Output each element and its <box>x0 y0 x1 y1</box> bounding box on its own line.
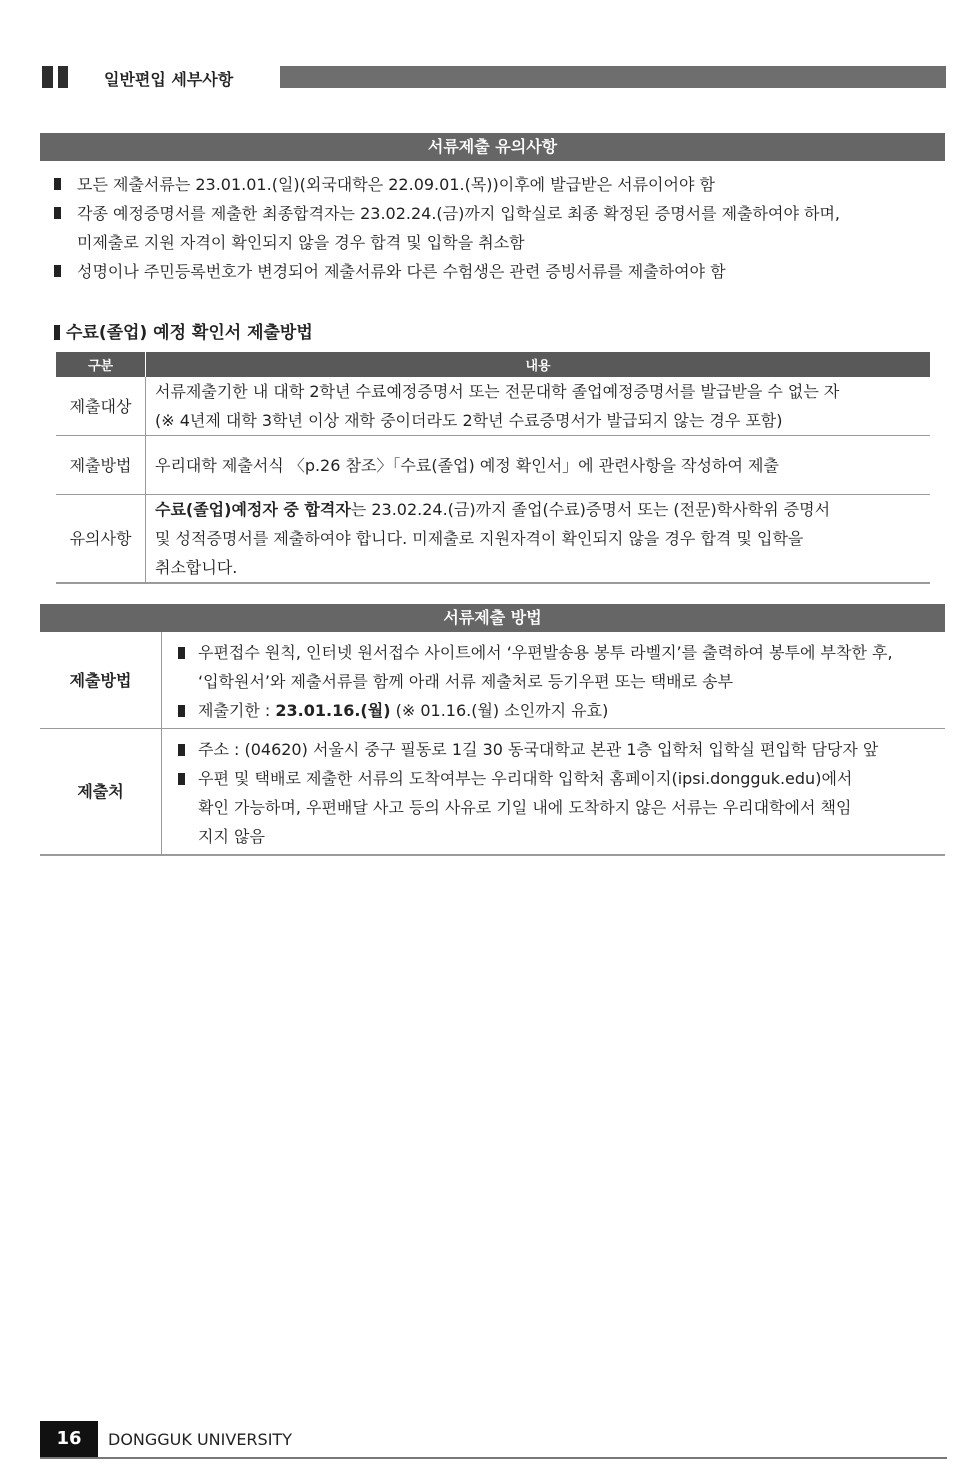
deadline-label: 제출기한 : <box>198 701 276 720</box>
subsection-title: 수료(졸업) 예정 확인서 제출방법 <box>66 323 313 343</box>
row-label: 제출대상 <box>56 377 146 436</box>
bullet-square-icon <box>178 744 185 756</box>
content-line: (※ 4년제 대학 3학년 이상 재학 중이더라도 2학년 수료증명서가 발급되지 않는 경우 포함) <box>155 411 783 430</box>
content-line <box>155 495 930 524</box>
note-item <box>52 170 932 199</box>
header-fill-bar <box>280 66 946 88</box>
bold-text: 수료(졸업)예정자 중 합격자 <box>155 500 351 519</box>
content-line: 우편 및 택배로 제출한 서류의 도착여부는 우리대학 입학처 홈페이지(ipsi.dongguk.edu)에서 <box>198 769 853 788</box>
column-header: 구분 <box>56 352 146 377</box>
bullet-square-icon <box>178 647 185 659</box>
row-content <box>146 495 931 584</box>
bullet-square-icon <box>178 773 185 785</box>
row-content <box>162 632 946 729</box>
content-line: 우리대학 제출서식 〈p.26 참조〉「수료(졸업) 예정 확인서」에 관련사항을 작성하여 제출 <box>155 455 779 475</box>
content-line: 우편접수 원칙, 인터넷 원서접수 사이트에서 ‘우편발송용 봉투 라벨지’를 출력하여 봉투에 부착한 후, <box>198 643 893 662</box>
table-row <box>40 729 945 856</box>
table-row <box>56 436 930 495</box>
note-line: 각종 예정증명서를 제출한 최종합격자는 23.02.24.(금)까지 입학실로 최종 확정된 증명서를 제출하여야 하며, <box>77 204 841 223</box>
university-name: DONGGUK UNIVERSITY <box>108 1430 292 1449</box>
completion-certificate-table <box>56 352 930 584</box>
row-label: 유의사항 <box>56 495 146 584</box>
page-title: 일반편입 세부사항 <box>104 70 234 89</box>
table-row <box>40 632 945 729</box>
bullet-square-icon <box>54 265 61 277</box>
list-item <box>176 764 937 851</box>
content-line: 지지 않음 <box>198 827 265 846</box>
row-label: 제출방법 <box>40 632 162 729</box>
bullet-square-icon <box>178 705 185 717</box>
table-row <box>56 377 930 436</box>
content-line: 서류제출기한 내 대학 2학년 수료예정증명서 또는 전문대학 졸업예정증명서를 발급받을 수 없는 자 <box>155 382 840 401</box>
note-line: 모든 제출서류는 23.01.01.(일)(외국대학은 22.09.01.(목))이후에 발급받은 서류이어야 함 <box>77 175 715 194</box>
note-line: 미제출로 지원 자격이 확인되지 않을 경우 합격 및 입학을 취소함 <box>77 233 525 252</box>
header-bar <box>42 66 946 88</box>
subsection-heading <box>54 318 313 343</box>
page-number: 16 <box>40 1421 98 1457</box>
section-title-document-notes: 서류제출 유의사항 <box>40 133 945 161</box>
row-content <box>146 377 931 436</box>
list-item <box>176 638 937 696</box>
content-line: 확인 가능하며, 우편배달 사고 등의 사유로 기일 내에 도착하지 않은 서류는 우리대학에서 책임 <box>198 798 852 817</box>
deadline-note: (※ 01.16.(월) 소인까지 유효) <box>390 701 609 720</box>
row-content <box>146 436 931 495</box>
page-footer <box>40 1421 947 1459</box>
note-item <box>52 199 932 257</box>
table-header-row <box>56 352 930 377</box>
note-item <box>52 257 932 286</box>
content-line: 취소합니다. <box>155 558 238 577</box>
notes-list <box>52 170 932 286</box>
content-line: 및 성적증명서를 제출하여야 합니다. 미제출로 지원자격이 확인되지 않을 경우 합격 및 입학을 <box>155 529 804 548</box>
list-item <box>176 696 937 725</box>
note-line: 성명이나 주민등록번호가 변경되어 제출서류와 다른 수험생은 관련 증빙서류를 제출하여야 함 <box>77 262 726 281</box>
header-marker-block <box>58 66 68 88</box>
header-marker-block <box>42 66 53 88</box>
bullet-square-icon <box>54 178 61 190</box>
content-text: 는 23.02.24.(금)까지 졸업(수료)증명서 또는 (전문)학사학위 증명서 <box>350 500 831 519</box>
row-content <box>162 729 946 856</box>
content-line: 주소 : (04620) 서울시 중구 필동로 1길 30 동국대학교 본관 1층 입학처 입학실 편입학 담당자 앞 <box>198 740 879 759</box>
row-label: 제출방법 <box>56 436 146 495</box>
heading-square-icon <box>54 325 60 340</box>
row-label: 제출처 <box>40 729 162 856</box>
list-item <box>176 735 937 764</box>
content-line <box>198 696 937 725</box>
submission-method-table <box>40 632 945 856</box>
bullet-square-icon <box>54 207 61 219</box>
column-header: 내용 <box>146 352 931 377</box>
table-row <box>56 495 930 584</box>
content-line: ‘입학원서’와 제출서류를 함께 아래 서류 제출처로 등기우편 또는 택배로 송부 <box>198 672 734 691</box>
deadline-date: 23.01.16.(월) <box>275 701 391 720</box>
section-title-submission-method: 서류제출 방법 <box>40 604 945 632</box>
